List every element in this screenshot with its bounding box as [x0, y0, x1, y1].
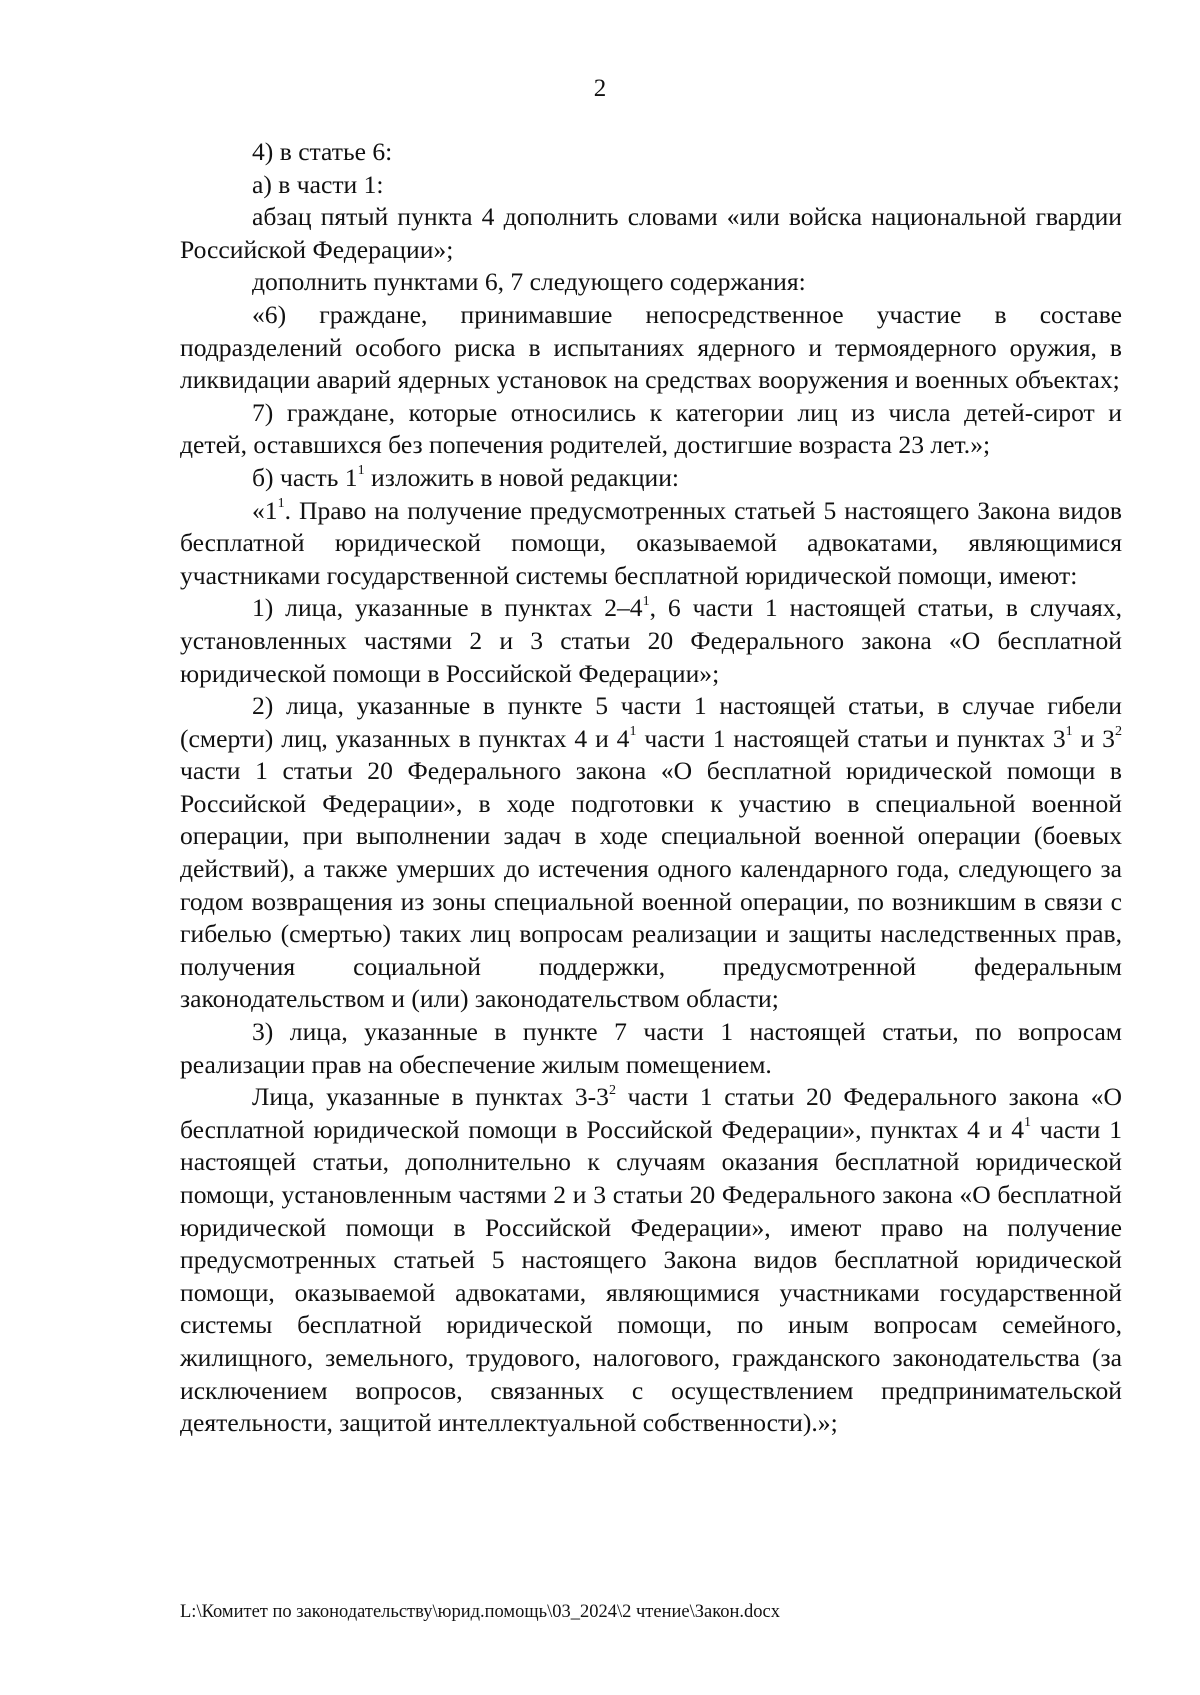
paragraph	[180, 136, 1122, 169]
text-segment: б) часть 1	[252, 462, 358, 492]
superscript: 1	[1065, 723, 1073, 740]
text-segment: Лица, указанные в пунктах 3-3	[252, 1082, 609, 1112]
paragraph	[180, 1016, 1122, 1081]
paragraph	[180, 397, 1122, 462]
text-segment: дополнить пунктами 6, 7 следующего содержания:	[252, 267, 806, 297]
text-segment: 4) в статье 6:	[252, 137, 393, 166]
superscript: 1	[357, 462, 365, 479]
superscript: 2	[608, 1081, 616, 1098]
text-segment: , 6 части 1 настоящей статьи, в случаях, установленных частями 2 и 3 статьи 20 Федерального закона «О бесплатной юридической помощи в Российской Федерации»;	[180, 593, 1122, 688]
document-body	[180, 136, 1122, 1440]
text-segment: и 3	[1072, 723, 1115, 753]
text-segment: изложить в новой редакции:	[364, 462, 680, 492]
text-segment: а) в части 1:	[252, 169, 384, 199]
superscript: 1	[277, 494, 285, 511]
paragraph	[180, 201, 1122, 266]
paragraph	[180, 592, 1122, 690]
text-segment: части 1 настоящей статьи, дополнительно к случаям оказания бесплатной юридической помощи, установленным частями 2 и 3 статьи 20 Федерального закона «О бесплатной юридической помощи в Российской Федерации», имеют право на получение предусмотренных статьей 5 настоящего Закона видов бесплатной юридической помощи, оказываемой адвокатами, являющимися участниками государственной системы бесплатной юридической помощи, по иным вопросам семейного, жилищного, земельного, трудового, налогового, гражданского законодательства (за исключением вопросов, связанных с осуществлением предпринимательской деятельности, защитой интеллектуальной собственности).»;	[180, 1114, 1122, 1438]
text-segment: 7) граждане, которые относились к категории лиц из числа детей-сирот и детей, оставшихся без попечения родителей, достигшие возраста 23 лет.»;	[180, 397, 1122, 460]
superscript: 1	[642, 592, 650, 609]
text-segment: части 1 статьи 20 Федерального закона «О бесплатной юридической помощи в Российской Федерации», пунктах 4 и 4	[180, 1082, 1122, 1144]
paragraph	[180, 266, 1122, 299]
paragraph	[180, 299, 1122, 397]
superscript: 1	[1024, 1114, 1032, 1131]
text-segment: 1) лица, указанные в пунктах 2–4	[252, 593, 643, 623]
superscript: 1	[629, 723, 637, 740]
text-segment: части 1 настоящей статьи и пунктах 3	[636, 723, 1066, 753]
text-segment: . Право на получение предусмотренных статьей 5 настоящего Закона видов бесплатной юридической помощи, оказываемой адвокатами, являющимися участниками государственной системы бесплатной юридической помощи, имеют:	[180, 495, 1122, 590]
text-segment: 3) лица, указанные в пункте 7 части 1 настоящей статьи, по вопросам реализации прав на обеспечение жилым помещением.	[180, 1017, 1122, 1079]
footer-file-path: L:\Комитет по законодательству\юрид.помощь\03_2024\2 чтение\Закон.docx	[180, 1602, 780, 1622]
text-segment: «1	[252, 495, 278, 525]
text-segment: части 1 статьи 20 Федерального закона «О бесплатной юридической помощи в Российской Федерации», в ходе подготовки к участию в специальной военной операции, при выполнении задач в ходе специальной военной операции (боевых действий), а также умерших до истечения одного календарного года, следующего за годом возвращения из зоны специальной военной операции, по возникшим в связи с гибелью (смертью) таких лиц вопросам реализации и защиты наследственных прав, получения социальной поддержки, предусмотренной федеральным законодательством и (или) законодательством области;	[180, 756, 1122, 1014]
paragraph	[180, 462, 1122, 495]
text-segment: абзац пятый пункта 4 дополнить словами «или войска национальной гвардии Российской Федерации»;	[180, 202, 1122, 264]
paragraph	[180, 169, 1122, 202]
text-segment: «6) граждане, принимавшие непосредственное участие в составе подразделений особого риска в испытаниях ядерного и термоядерного оружия, в ликвидации аварий ядерных установок на средствах вооружения и военных объектах;	[180, 299, 1122, 395]
page-number: 2	[593, 75, 607, 102]
paragraph	[180, 690, 1122, 1016]
paragraph	[180, 495, 1122, 593]
superscript: 2	[1114, 723, 1123, 740]
paragraph	[180, 1081, 1122, 1440]
text-segment: 2) лица, указанные в пункте 5 части 1 настоящей статьи, в случае гибели (смерти) лиц, указанных в пунктах 4 и 4	[180, 691, 1122, 753]
